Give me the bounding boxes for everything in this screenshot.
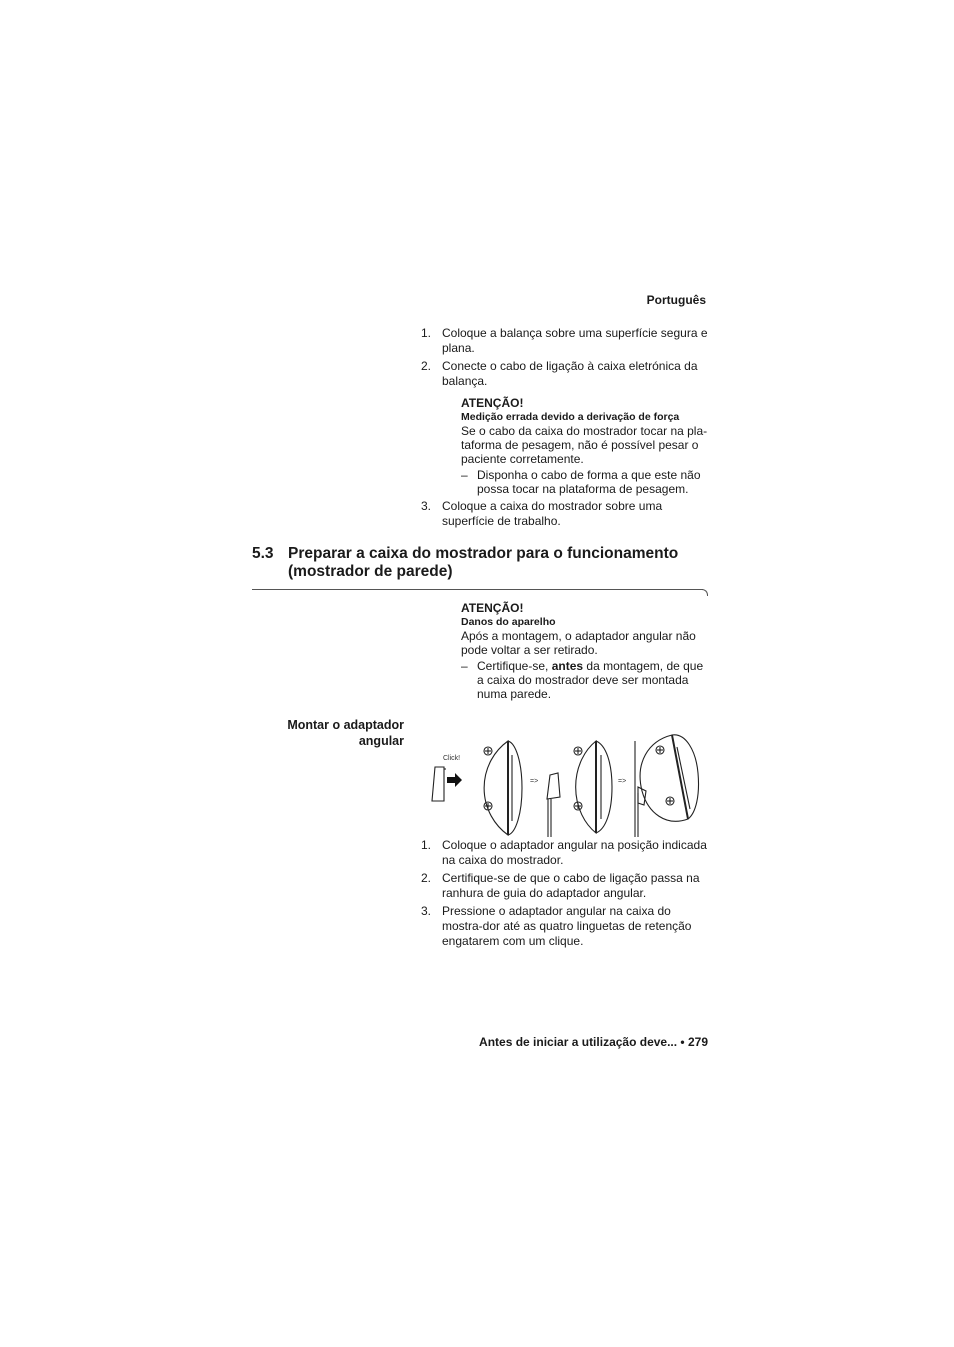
steps-list-2 (421, 838, 711, 952)
list-text: Pressione o adaptador angular na caixa do mostra-dor até as quatro linguetas de retenção engatarem com um clique. (442, 904, 692, 948)
list-item (421, 904, 711, 949)
bullet-text: da montagem, de que a caixa do mostrador deve ser montada numa parede. (477, 659, 704, 701)
warning-title: ATENÇÃO! (461, 601, 524, 615)
step-arrow: => (618, 778, 627, 785)
list-item (421, 499, 711, 529)
section-rule-hook (702, 589, 708, 596)
list-text: Coloque o adaptador angular na posição indicada na caixa do mostrador. (442, 838, 707, 867)
warning-subtitle: Danos do aparelho (461, 616, 556, 628)
warning-block-1 (421, 395, 711, 496)
warning-subtitle: Medição errada devido a derivação de força (461, 411, 680, 423)
dash-marker: – (461, 659, 468, 673)
steps-list-1b (421, 499, 711, 532)
step-arrow: => (530, 778, 539, 785)
list-number: 2. (421, 359, 432, 373)
list-number: 3. (421, 904, 432, 918)
section-number: 5.3 (252, 545, 274, 562)
language-label: Português (646, 293, 706, 307)
list-number: 3. (421, 499, 432, 513)
angle-adapter-shape (432, 767, 444, 801)
bullet-text: Certifique-se, (477, 659, 552, 673)
section-rule (252, 589, 703, 590)
section-heading (252, 545, 712, 581)
warning-block-2 (421, 600, 711, 701)
list-item (421, 326, 711, 356)
warning-text: Se o cabo da caixa do mostrador tocar na pla-taforma de pesagem, não é possível pesar o paciente corretamente. (461, 424, 708, 466)
adapter-mounting-illustration (420, 733, 710, 838)
warning-text: Após a montagem, o adaptador angular não pode voltar a ser retirado. (461, 629, 696, 657)
list-text: Coloque a balança sobre uma superfície segura e plana. (442, 326, 708, 355)
warning-bullet (461, 659, 711, 701)
push-arrow-icon (447, 773, 462, 787)
bullet-text: Disponha o cabo de forma a que este não possa tocar na plataforma de pesagem. (477, 468, 701, 496)
dash-marker: – (461, 468, 468, 482)
section-title: Preparar a caixa do mostrador para o funcionamento (mostrador de parede) (288, 545, 679, 580)
list-item (421, 838, 711, 868)
list-item (421, 871, 711, 901)
list-number: 1. (421, 326, 432, 340)
list-number: 1. (421, 838, 432, 852)
list-item (421, 359, 711, 389)
list-text: Conecte o cabo de ligação à caixa eletrónica da balança. (442, 359, 698, 388)
list-text: Coloque a caixa do mostrador sobre uma superfície de trabalho. (442, 499, 663, 528)
warning-title: ATENÇÃO! (461, 396, 524, 410)
list-text: Certifique-se de que o cabo de ligação passa na ranhura de guia do adaptador angular. (442, 871, 700, 900)
click-label: Click! (443, 755, 461, 762)
page-footer: Antes de iniciar a utilização deve... • 279 (479, 1035, 708, 1049)
subsection-label: Montar o adaptador angular (287, 718, 404, 748)
steps-list-1 (421, 326, 711, 392)
bullet-emphasis: antes (551, 659, 584, 673)
list-number: 2. (421, 871, 432, 885)
warning-bullet (461, 468, 711, 496)
